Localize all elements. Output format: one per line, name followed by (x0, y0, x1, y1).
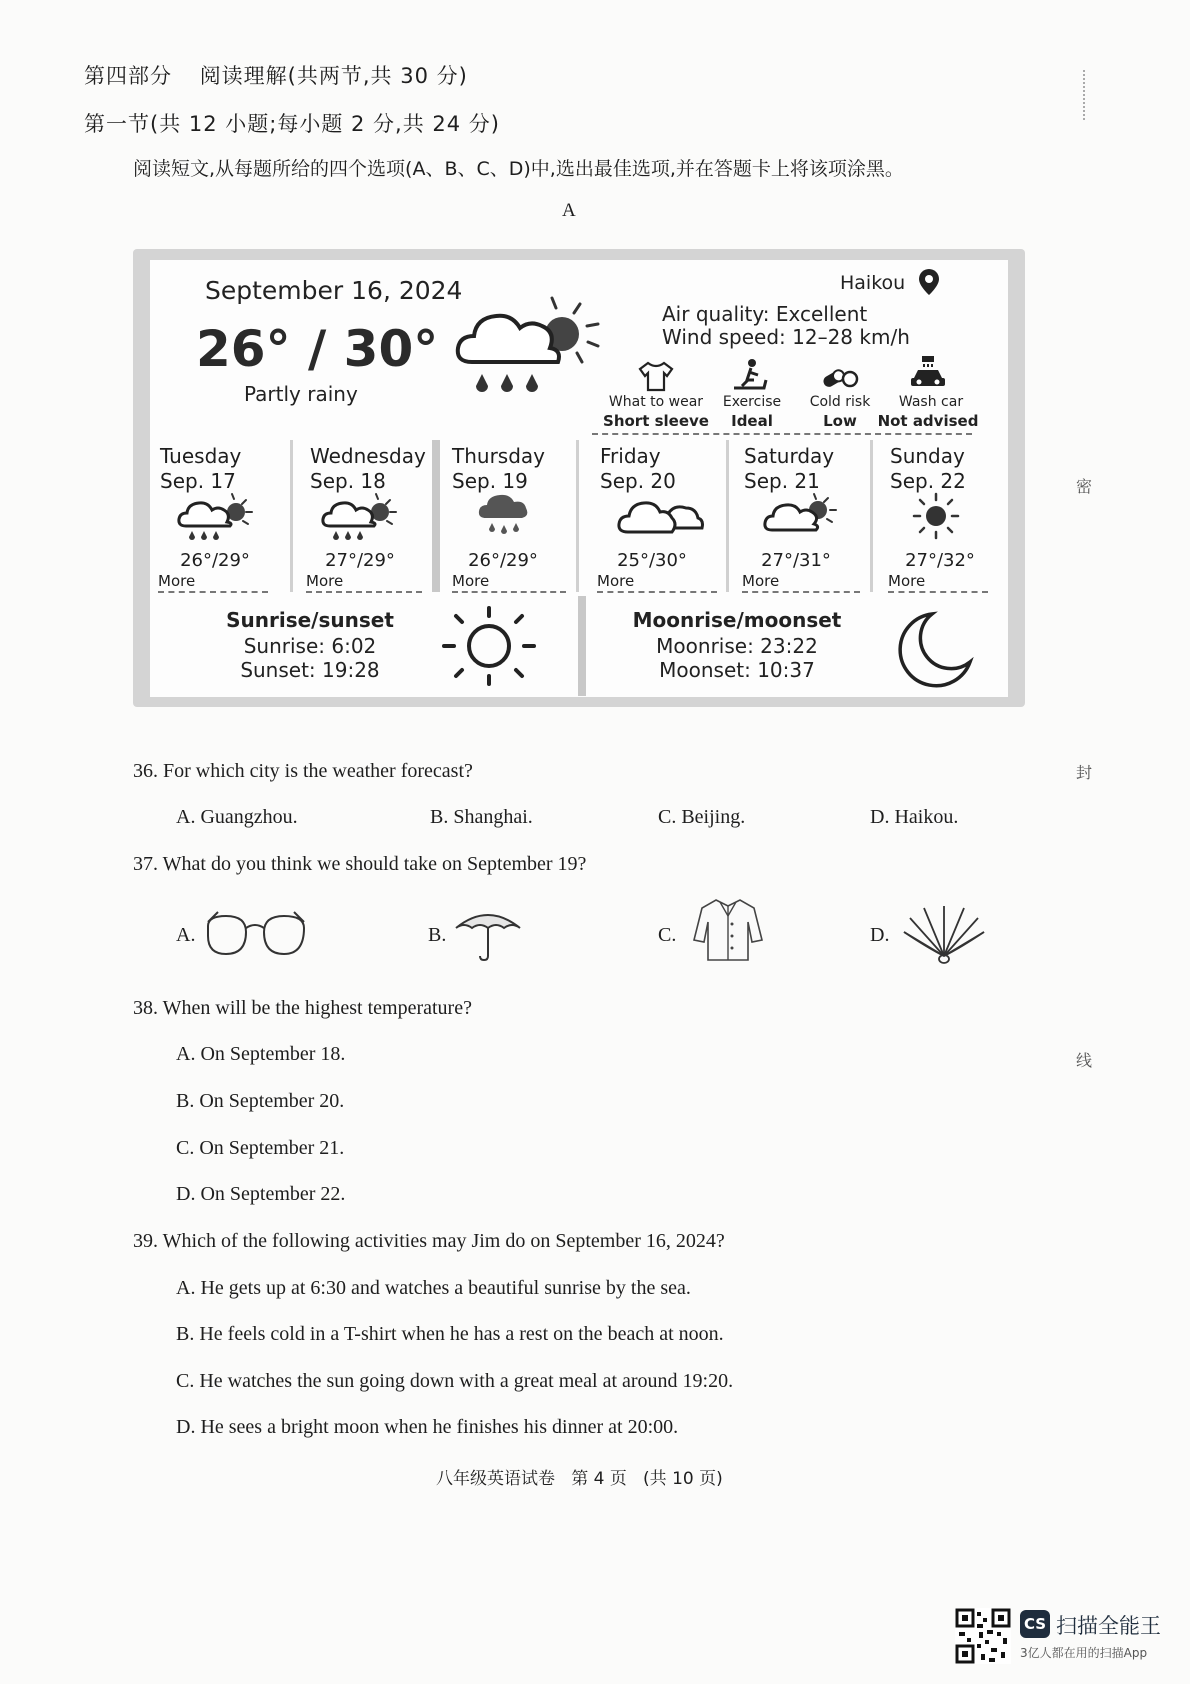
day-name: Tuesday (160, 444, 242, 468)
more-link[interactable]: More (452, 572, 490, 590)
day-temp: 27°/32° (905, 550, 975, 571)
fan-icon (898, 904, 990, 966)
part-label: 第四部分 (84, 64, 172, 88)
question-37: 37. What do you think we should take on September 19? (133, 853, 587, 875)
page-footer: 八年级英语试卷 第 4 页 (共 10 页) (436, 1469, 723, 1489)
day-temp: 27°/29° (325, 550, 395, 571)
heavy-rain-icon (474, 490, 534, 542)
rain-sun-icon (320, 492, 400, 542)
column-divider (576, 440, 579, 592)
day-name: Thursday (452, 444, 545, 468)
option-37-c[interactable]: C. (658, 924, 677, 946)
day-divider (742, 591, 860, 593)
column-divider (870, 440, 873, 592)
tip-wear-label: What to wear (608, 394, 704, 410)
qr-code-icon (955, 1608, 1011, 1664)
option-39-d[interactable]: D. He sees a bright moon when he finishes his dinner at 20:00. (176, 1416, 679, 1438)
scanner-tagline: 3亿人都在用的扫描App (1020, 1646, 1148, 1660)
forecast-day-4 (600, 444, 676, 494)
more-link[interactable]: More (742, 572, 780, 590)
sunny-icon (908, 492, 964, 540)
tip-wear-value: Short sleeve (603, 412, 709, 430)
city-name: Haikou (840, 272, 906, 294)
day-name: Wednesday (310, 444, 426, 468)
sun-icon (436, 604, 542, 688)
forecast-day-6 (890, 444, 966, 494)
air-quality: Air quality: Excellent (662, 302, 868, 326)
day-divider (452, 591, 566, 593)
margin-dotted-line (1083, 70, 1085, 120)
option-38-a[interactable]: A. On September 18. (176, 1043, 346, 1065)
option-37-b[interactable]: B. (428, 924, 447, 946)
forecast-date: September 16, 2024 (205, 276, 463, 305)
car-wash-icon (908, 354, 948, 392)
partly-rainy-icon (452, 296, 612, 400)
forecast-day-2 (310, 444, 426, 494)
option-37-d[interactable]: D. (870, 924, 890, 946)
moon-title: Moonrise/moonset (632, 608, 842, 632)
tip-wash-label: Wash car (898, 394, 964, 410)
day-temp: 27°/31° (761, 550, 831, 571)
instruction-text: 阅读短文,从每题所给的四个选项(A、B、C、D)中,选出最佳选项,并在答题卡上将该项涂黑。 (133, 158, 904, 180)
sun-moon-divider (578, 596, 586, 696)
option-39-c[interactable]: C. He watches the sun going down with a great meal at around 19:20. (176, 1370, 734, 1392)
margin-label-seal: 密 (1076, 477, 1093, 496)
moon-icon (896, 610, 976, 688)
current-condition: Partly rainy (244, 382, 358, 406)
day-date: Sep. 20 (600, 469, 676, 493)
jacket-icon (690, 896, 766, 964)
tip-wash-value: Not advised (877, 412, 979, 430)
day-date: Sep. 19 (452, 469, 528, 493)
more-link[interactable]: More (306, 572, 344, 590)
wind-speed: Wind speed: 12–28 km/h (662, 325, 910, 349)
option-38-d[interactable]: D. On September 22. (176, 1183, 346, 1205)
margin-label-line: 线 (1076, 1051, 1093, 1070)
rain-sun-icon (176, 492, 256, 542)
day-date: Sep. 17 (160, 469, 236, 493)
forecast-day-5 (744, 444, 834, 494)
day-divider (306, 591, 422, 593)
question-38: 38. When will be the highest temperature? (133, 997, 472, 1019)
day-temp: 25°/30° (617, 550, 687, 571)
tip-exercise-value: Ideal (731, 412, 773, 430)
day-name: Saturday (744, 444, 835, 468)
tip-exercise-label: Exercise (722, 394, 782, 410)
location-pin-icon (918, 268, 940, 296)
treadmill-icon (730, 358, 770, 392)
current-temp: 26° / 30° (196, 320, 439, 378)
section-heading: 第一节(共 12 小题;每小题 2 分,共 24 分) (84, 112, 500, 136)
option-36-b[interactable]: B. Shanghai. (430, 806, 533, 828)
moonset-time: Moonset: 10:37 (659, 658, 815, 682)
more-link[interactable]: More (597, 572, 635, 590)
day-date: Sep. 22 (890, 469, 966, 493)
option-37-a[interactable]: A. (176, 924, 196, 946)
passage-letter: A (562, 200, 576, 221)
day-temp: 26°/29° (468, 550, 538, 571)
day-divider (888, 591, 988, 593)
tips-divider (592, 433, 972, 435)
day-name: Friday (600, 444, 661, 468)
scanner-logo: CS (1020, 1610, 1050, 1638)
umbrella-icon (452, 906, 524, 962)
day-name: Sunday (890, 444, 965, 468)
option-39-a[interactable]: A. He gets up at 6:30 and watches a beautiful sunrise by the sea. (176, 1277, 691, 1299)
question-39: 39. Which of the following activities may Jim do on September 16, 2024? (133, 1230, 725, 1252)
partly-cloudy-icon (762, 492, 842, 538)
column-divider (290, 440, 293, 592)
margin-label-seal: 封 (1076, 763, 1093, 782)
day-date: Sep. 21 (744, 469, 820, 493)
question-36: 36. For which city is the weather forecast? (133, 760, 473, 782)
scanner-app-name: 扫描全能王 (1056, 1614, 1161, 1638)
sun-title: Sunrise/sunset (226, 608, 394, 632)
tip-cold-value: Low (823, 412, 857, 430)
forecast-day-1 (160, 444, 241, 494)
pill-icon (820, 364, 860, 390)
tip-cold-label: Cold risk (809, 394, 871, 410)
day-temp: 26°/29° (180, 550, 250, 571)
day-date: Sep. 18 (310, 469, 386, 493)
tshirt-icon (636, 360, 676, 392)
option-38-c[interactable]: C. On September 21. (176, 1137, 345, 1159)
glasses-icon (204, 906, 308, 960)
sunset-time: Sunset: 19:28 (240, 658, 380, 682)
sunrise-time: Sunrise: 6:02 (243, 634, 377, 658)
day-divider (597, 591, 717, 593)
option-39-b[interactable]: B. He feels cold in a T-shirt when he has a rest on the beach at noon. (176, 1323, 724, 1345)
day-divider (158, 591, 268, 593)
cloudy-icon (616, 498, 706, 538)
column-divider (432, 440, 440, 592)
option-36-d[interactable]: D. Haikou. (870, 806, 959, 828)
option-36-a[interactable]: A. Guangzhou. (176, 806, 298, 828)
more-link[interactable]: More (158, 572, 196, 590)
more-link[interactable]: More (888, 572, 926, 590)
part-title: 阅读理解(共两节,共 30 分) (199, 64, 468, 88)
option-38-b[interactable]: B. On September 20. (176, 1090, 345, 1112)
option-36-c[interactable]: C. Beijing. (658, 806, 746, 828)
moonrise-time: Moonrise: 23:22 (656, 634, 818, 658)
forecast-day-3 (452, 444, 545, 494)
column-divider (726, 440, 729, 592)
part-heading (84, 60, 468, 90)
